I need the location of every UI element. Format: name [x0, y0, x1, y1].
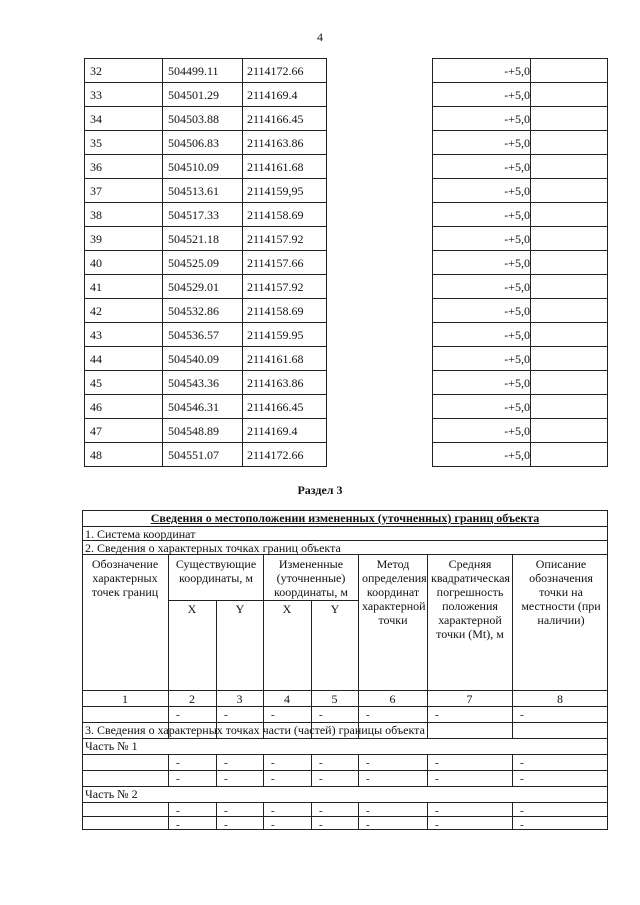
y-coordinate: 2114172.66: [247, 64, 304, 78]
empty-cell-dash: -: [319, 773, 323, 785]
table-row: [84, 323, 608, 347]
y-coordinate: 2114157.66: [247, 256, 304, 270]
point-number: 43: [90, 328, 102, 342]
header-changed-x: X: [282, 602, 292, 616]
y-coordinate: 2114166.45: [247, 112, 304, 126]
y-coordinate: 2114158.69: [247, 208, 304, 222]
table-row: [84, 179, 608, 203]
x-coordinate: 504548.89: [168, 424, 219, 438]
empty-cell-dash: -: [271, 819, 275, 831]
empty-cell-dash: -: [319, 819, 323, 831]
accuracy-value: -+5,0: [504, 184, 530, 198]
table-row: [84, 395, 608, 419]
empty-cell-dash: -: [176, 709, 180, 721]
y-coordinate: 2114159.95: [247, 328, 304, 342]
header-method: Метод определения координат характерной точки: [362, 557, 427, 627]
point-number: 35: [90, 136, 102, 150]
point-number: 45: [90, 376, 102, 390]
y-coordinate: 2114166.45: [247, 400, 304, 414]
y-coordinate: 2114161.68: [247, 352, 304, 366]
y-coordinate: 2114158.69: [247, 304, 304, 318]
point-number: 36: [90, 160, 102, 174]
x-coordinate: 504543.36: [168, 376, 219, 390]
x-coordinate: 504501.29: [168, 88, 219, 102]
boundary-points-label: 2. Сведения о характерных точках границ объекта: [85, 541, 341, 555]
header-existing-x: X: [187, 602, 197, 616]
column-number: 1: [122, 692, 128, 706]
empty-cell-dash: -: [176, 819, 180, 831]
x-coordinate: 504503.88: [168, 112, 219, 126]
accuracy-value: -+5,0: [504, 400, 530, 414]
point-number: 46: [90, 400, 102, 414]
x-coordinate: 504499.11: [168, 64, 219, 78]
table-row: [84, 227, 608, 251]
x-coordinate: 504529.01: [168, 280, 219, 294]
empty-cell-dash: -: [366, 805, 370, 817]
table-row: [84, 155, 608, 179]
empty-cell-dash: -: [176, 757, 180, 769]
empty-cell-dash: -: [366, 709, 370, 721]
x-coordinate: 504517.33: [168, 208, 219, 222]
empty-cell-dash: -: [271, 709, 275, 721]
table-row: [84, 347, 608, 371]
header-existing-y: Y: [235, 602, 245, 616]
accuracy-value: -+5,0: [504, 280, 530, 294]
point-number: 37: [90, 184, 102, 198]
empty-cell-dash: -: [435, 773, 439, 785]
empty-cell-dash: -: [366, 773, 370, 785]
point-number: 41: [90, 280, 102, 294]
table-row: [84, 275, 608, 299]
x-coordinate: 504513.61: [168, 184, 219, 198]
empty-cell-dash: -: [224, 757, 228, 769]
x-coordinate: 504521.18: [168, 232, 219, 246]
coordinate-system-label: 1. Система координат: [85, 527, 196, 541]
accuracy-value: -+5,0: [504, 208, 530, 222]
column-number: 7: [466, 692, 473, 706]
x-coordinate: 504532.86: [168, 304, 219, 318]
header-changed-y: Y: [330, 602, 340, 616]
accuracy-value: -+5,0: [504, 136, 530, 150]
point-number: 34: [90, 112, 102, 126]
accuracy-value: -+5,0: [504, 352, 530, 366]
point-number: 47: [90, 424, 102, 438]
y-coordinate: 2114172.66: [247, 448, 304, 462]
part-2-label: Часть № 2: [85, 787, 138, 801]
point-number: 38: [90, 208, 102, 222]
y-coordinate: 2114163.86: [247, 136, 304, 150]
accuracy-value: -+5,0: [504, 256, 530, 270]
empty-cell-dash: -: [520, 773, 524, 785]
x-coordinate: 504551.07: [168, 448, 219, 462]
accuracy-value: -+5,0: [504, 328, 530, 342]
y-coordinate: 2114169.4: [247, 424, 298, 438]
part-points-label: 3. Сведения о характерных точках части (частей) границы объекта: [85, 723, 425, 737]
x-coordinate: 504536.57: [168, 328, 219, 342]
y-coordinate: 2114157.92: [247, 232, 304, 246]
empty-cell-dash: -: [319, 709, 323, 721]
point-number: 39: [90, 232, 102, 246]
empty-cell-dash: -: [520, 709, 524, 721]
empty-cell-dash: -: [366, 819, 370, 831]
empty-cell-dash: -: [366, 757, 370, 769]
y-coordinate: 2114161.68: [247, 160, 304, 174]
accuracy-value: -+5,0: [504, 232, 530, 246]
accuracy-value: -+5,0: [504, 376, 530, 390]
empty-cell-dash: -: [224, 773, 228, 785]
y-coordinate: 2114157.92: [247, 280, 304, 294]
empty-cell-dash: -: [271, 757, 275, 769]
header-description: Описание обозначения точки на местности (при наличии): [521, 557, 601, 627]
empty-cell-dash: -: [319, 757, 323, 769]
empty-cell-dash: -: [520, 757, 524, 769]
header-accuracy: Средняя квадратическая погрешность положения характерной точки (Mt), м: [431, 557, 510, 641]
column-number: 6: [389, 692, 396, 706]
point-number: 44: [90, 352, 102, 366]
x-coordinate: 504510.09: [168, 160, 219, 174]
y-coordinate: 2114159,95: [247, 184, 304, 198]
empty-cell-dash: -: [271, 805, 275, 817]
boundaries-table: [82, 510, 608, 830]
accuracy-value: -+5,0: [504, 112, 530, 126]
point-number: 48: [90, 448, 102, 462]
x-coordinate: 504540.09: [168, 352, 219, 366]
accuracy-value: -+5,0: [504, 424, 530, 438]
header-changed-coordinates: Измененные (уточненные) координаты, м: [274, 557, 348, 599]
x-coordinate: 504506.83: [168, 136, 219, 150]
y-coordinate: 2114163.86: [247, 376, 304, 390]
table-title: Сведения о местоположении измененных (уточненных) границ объекта: [150, 511, 540, 525]
empty-cell-dash: -: [176, 805, 180, 817]
empty-cell-dash: -: [224, 709, 228, 721]
table-row: [84, 131, 608, 155]
empty-cell-dash: -: [176, 773, 180, 785]
accuracy-value: -+5,0: [504, 64, 530, 78]
accuracy-value: -+5,0: [504, 160, 530, 174]
table-row: [84, 59, 608, 83]
table-row: [84, 83, 608, 107]
empty-cell-dash: -: [435, 757, 439, 769]
part-1-label: Часть № 1: [85, 739, 138, 753]
empty-cell-dash: -: [435, 805, 439, 817]
empty-cell-dash: -: [319, 805, 323, 817]
point-number: 32: [90, 64, 102, 78]
section-title: Раздел 3: [297, 483, 343, 497]
table-row: [84, 443, 608, 467]
table-row: [84, 251, 608, 275]
column-number: 2: [189, 692, 195, 706]
page-number: 4: [317, 30, 323, 44]
header-point-designation: Обозначение характерных точек границ: [91, 557, 159, 599]
table-row: [84, 419, 608, 443]
column-number: 3: [236, 692, 243, 706]
empty-cell-dash: -: [520, 805, 524, 817]
header-existing-coordinates: Существующие координаты, м: [175, 557, 257, 585]
accuracy-value: -+5,0: [504, 88, 530, 102]
coordinates-table: [84, 58, 608, 467]
x-coordinate: 504546.31: [168, 400, 219, 414]
point-number: 42: [90, 304, 102, 318]
empty-cell-dash: -: [224, 805, 228, 817]
point-number: 40: [90, 256, 102, 270]
empty-cell-dash: -: [435, 709, 439, 721]
x-coordinate: 504525.09: [168, 256, 219, 270]
table-row: [84, 203, 608, 227]
empty-cell-dash: -: [435, 819, 439, 831]
column-number: 4: [284, 692, 290, 706]
empty-cell-dash: -: [271, 773, 275, 785]
accuracy-value: -+5,0: [504, 448, 530, 462]
point-number: 33: [90, 88, 102, 102]
empty-cell-dash: -: [520, 819, 524, 831]
column-number: 5: [331, 692, 338, 706]
table-row: [84, 371, 608, 395]
y-coordinate: 2114169.4: [247, 88, 298, 102]
empty-cell-dash: -: [224, 819, 228, 831]
table-row: [84, 299, 608, 323]
column-number: 8: [557, 692, 563, 706]
accuracy-value: -+5,0: [504, 304, 530, 318]
table-row: [84, 107, 608, 131]
